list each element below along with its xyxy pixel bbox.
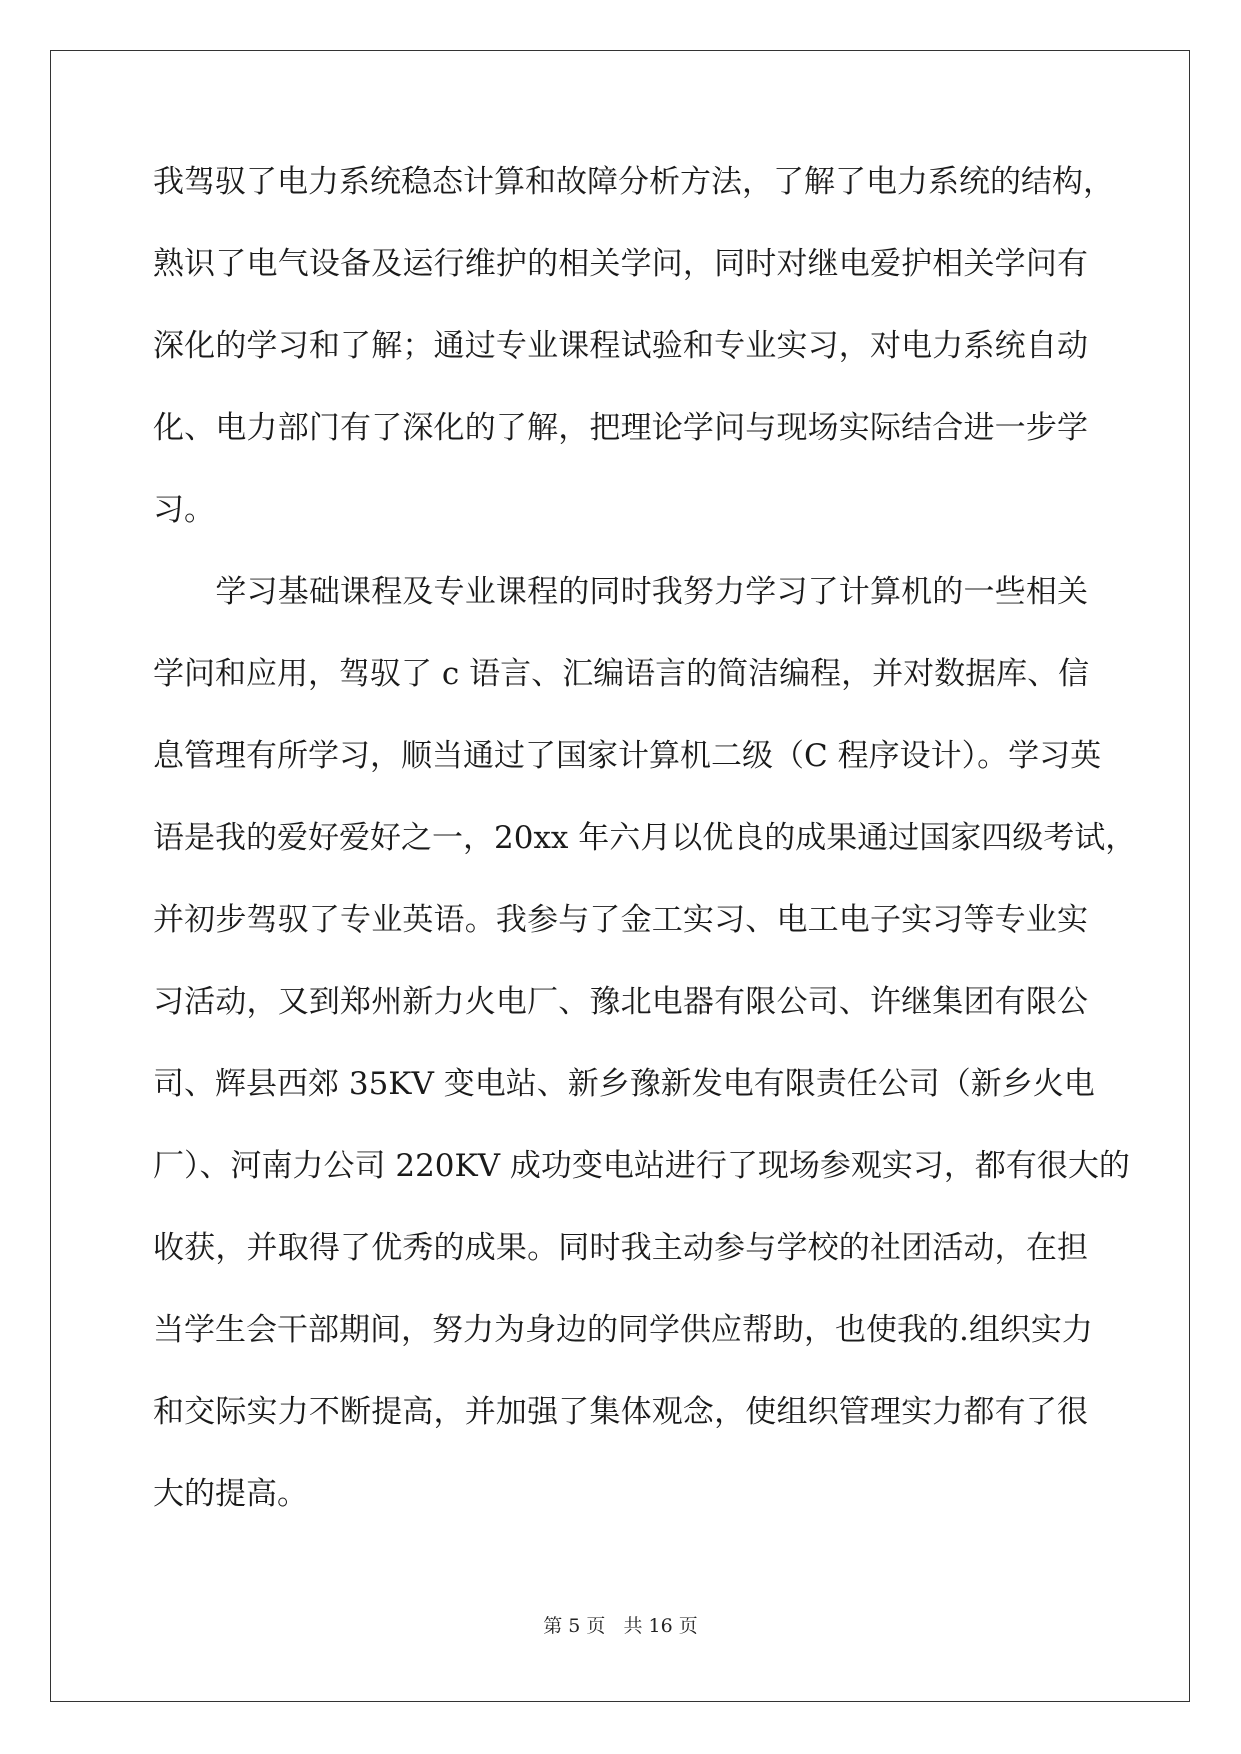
- text-line: 收获，并取得了优秀的成果。同时我主动参与学校的社团活动，在担: [153, 1230, 1088, 1266]
- text-line: 息管理有所学习，顺当通过了国家计算机二级（C 程序设计）。学习英: [153, 738, 1102, 774]
- text-line: 厂）、河南力公司 220KV 成功变电站进行了现场参观实习，都有很大的: [153, 1148, 1130, 1184]
- page-footer: [0, 1611, 1241, 1638]
- text-line: 司、辉县西郊 35KV 变电站、新乡豫新发电有限责任公司（新乡火电: [153, 1066, 1095, 1102]
- text-line: 学习基础课程及专业课程的同时我努力学习了计算机的一些相关: [153, 574, 1088, 610]
- text-line: 化、电力部门有了深化的了解，把理论学问与现场实际结合进一步学: [153, 410, 1088, 446]
- text-line: 我驾驭了电力系统稳态计算和故障分析方法，了解了电力系统的结构，: [153, 164, 1114, 200]
- text-line: 习。: [153, 492, 215, 528]
- document-body: [153, 160, 1137, 1554]
- text-line: 当学生会干部期间，努力为身边的同学供应帮助，也使我的.组织实力: [153, 1312, 1093, 1348]
- text-line: 熟识了电气设备及运行维护的相关学问，同时对继电爱护相关学问有: [153, 246, 1088, 282]
- text-line: 语是我的爱好爱好之一，20xx 年六月以优良的成果通过国家四级考试，: [153, 820, 1137, 856]
- text-line: 学问和应用，驾驭了 c 语言、汇编语言的简洁编程，并对数据库、信: [153, 656, 1090, 692]
- page-total: 共 16 页: [623, 1615, 698, 1637]
- text-line: 习活动，又到郑州新力火电厂、豫北电器有限公司、许继集团有限公: [153, 984, 1088, 1020]
- text-line: 和交际实力不断提高，并加强了集体观念，使组织管理实力都有了很: [153, 1394, 1088, 1430]
- text-line: 并初步驾驭了专业英语。我参与了金工实习、电工电子实习等专业实: [153, 902, 1088, 938]
- page-number: 第 5 页: [543, 1615, 606, 1637]
- text-line: 大的提高。: [153, 1476, 308, 1512]
- text-line: 深化的学习和了解；通过专业课程试验和专业实习，对电力系统自动: [153, 328, 1088, 364]
